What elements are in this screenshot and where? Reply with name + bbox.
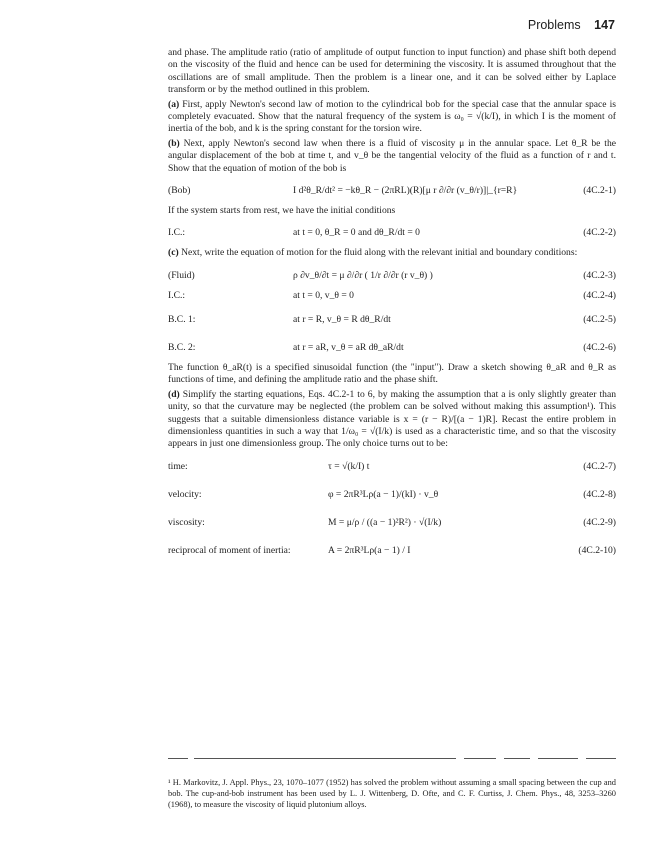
equation-name: velocity: (168, 488, 202, 500)
equation-name: reciprocal of moment of inertia: (168, 544, 291, 556)
text-body (168, 47, 616, 565)
part-b-paragraph (168, 138, 616, 175)
equation-row (168, 509, 616, 535)
part-b-label: (b) (168, 137, 180, 149)
equation-row (168, 306, 616, 332)
ic-intro: If the system starts from rest, we have the initial conditions (168, 205, 396, 217)
equation-number: (4C.2-8) (583, 488, 616, 500)
part-a-label: (a) (168, 98, 180, 110)
equation-expression: τ = √(k/I) t (328, 460, 370, 472)
equation-name: I.C.: (168, 227, 186, 239)
equation-number: (4C.2-6) (583, 341, 616, 353)
equation-number: (4C.2-5) (583, 313, 616, 325)
equation-expression: at r = R, v_θ = R dθ_R/dt (293, 313, 391, 325)
equation-row (168, 537, 616, 563)
part-a-paragraph (168, 99, 616, 136)
equation-name: time: (168, 460, 188, 472)
equation-number: (4C.2-1) (583, 185, 616, 197)
equation-number: (4C.2-3) (583, 269, 616, 281)
part-d-text: Simplify the starting equations, Eqs. 4C.2-1 to 6, by making the assumption that a is only slightly greater than unity, so that the curvature may be neglected (the problem can be solved without making this assumption¹). This suggests that a suitable dimensionless distance variable is x = (r − R)/[(a − 1)R]. Recast the entire problem in dimensionless quantities in such a way that 1/ω₀ = √(I/k) is used as a characteristic time, and so that the viscosity appears in just one dimensionless group. The only choice turns out to be: (168, 388, 617, 450)
equation-row (168, 262, 616, 288)
part-c-paragraph (168, 247, 616, 259)
equation-expression: I d²θ_R/dt² = −kθ_R − (2πRL)(R)[μ r ∂/∂r (v_θ/r)]|_{r=R} (293, 185, 518, 197)
page-number: 147 (594, 18, 615, 32)
equation-number: (4C.2-7) (583, 460, 616, 472)
part-d-paragraph (168, 389, 616, 451)
equation-name: B.C. 1: (168, 313, 196, 325)
equation-number: (4C.2-4) (583, 289, 616, 301)
equation-row (168, 219, 616, 245)
equation-row (168, 334, 616, 360)
footnote: ¹ H. Markovitz, J. Appl. Phys., 23, 1070–1077 (1952) has solved the problem without assuming a small spacing between the cup and bob. The cup-and-bob instrument has been used by L. J. Wittenberg, D. Ofte, and C. F. Curtiss, J. Chem. Phys., 48, 3253–3260 (1968), to measure the viscosity of liquid plutonium alloys. (168, 778, 616, 810)
part-b-text: Next, apply Newton's second law when there is a fluid of viscosity μ in the annular space. Let θ_R be the angular displacement of the bob at time t, and v_θ be the tangential velocity of the fluid as a function of r and t. Show that the equation of motion of the bob is (168, 137, 616, 174)
equation-expression: ρ ∂v_θ/∂t = μ ∂/∂r ( 1/r ∂/∂r (r v_θ) ) (293, 269, 433, 281)
equation-expression: at t = 0, θ_R = 0 and dθ_R/dt = 0 (293, 227, 420, 239)
equation-row (168, 481, 616, 507)
function-paragraph: The function θ_aR(t) is a specified sinusoidal function (the "input"). Draw a sketch showing θ_aR and θ_R as functions of time, and defining the amplitude ratio and the phase shift. (168, 361, 616, 386)
part-a-text: First, apply Newton's second law of motion to the cylindrical bob for the special case that the annular space is completely evacuated. Show that the natural frequency of the system is ω₀ = √(k/I), in which I is the moment of inertia of the bob, and k is the spring constant for the torsion wire. (168, 98, 616, 135)
equation-name: (Fluid) (168, 269, 195, 281)
equation-expression: φ = 2πR³Lρ(a − 1)/(kI) · v_θ (328, 488, 439, 500)
running-title: Problems (527, 18, 581, 32)
part-d-label: (d) (168, 388, 180, 400)
equation-expression: at r = aR, v_θ = aR dθ_aR/dt (293, 341, 404, 353)
part-c-text: Next, write the equation of motion for the fluid along with the relevant initial and boundary conditions: (181, 247, 578, 259)
equation-expression: M = μ/ρ / ((a − 1)²R²) · √(I/k) (328, 516, 442, 528)
equation-number: (4C.2-10) (578, 544, 616, 556)
equation-expression: at t = 0, v_θ = 0 (293, 289, 354, 301)
equation-row (168, 290, 616, 304)
intro-paragraph: and phase. The amplitude ratio (ratio of amplitude of output function to input function) and phase shift both depend on the viscosity of the fluid and hence can be used for determining the viscosity. It is assumed throughout that the oscillations are of small amplitude. Then the problem is a linear one, and it can be solved either by Laplace transform or by the method outlined in this problem. (168, 47, 616, 96)
equation-row (168, 177, 616, 203)
equation-expression: A = 2πR³Lρ(a − 1) / I (328, 544, 411, 556)
equation-number: (4C.2-2) (583, 227, 616, 239)
equation-row (168, 453, 616, 479)
equation-name: (Bob) (168, 185, 191, 197)
equation-name: B.C. 2: (168, 341, 196, 353)
part-c-label: (c) (168, 247, 179, 259)
running-header (528, 18, 615, 32)
equation-name: I.C.: (168, 289, 186, 301)
footnote-rule (168, 758, 616, 759)
equation-name: viscosity: (168, 516, 205, 528)
equation-number: (4C.2-9) (583, 516, 616, 528)
